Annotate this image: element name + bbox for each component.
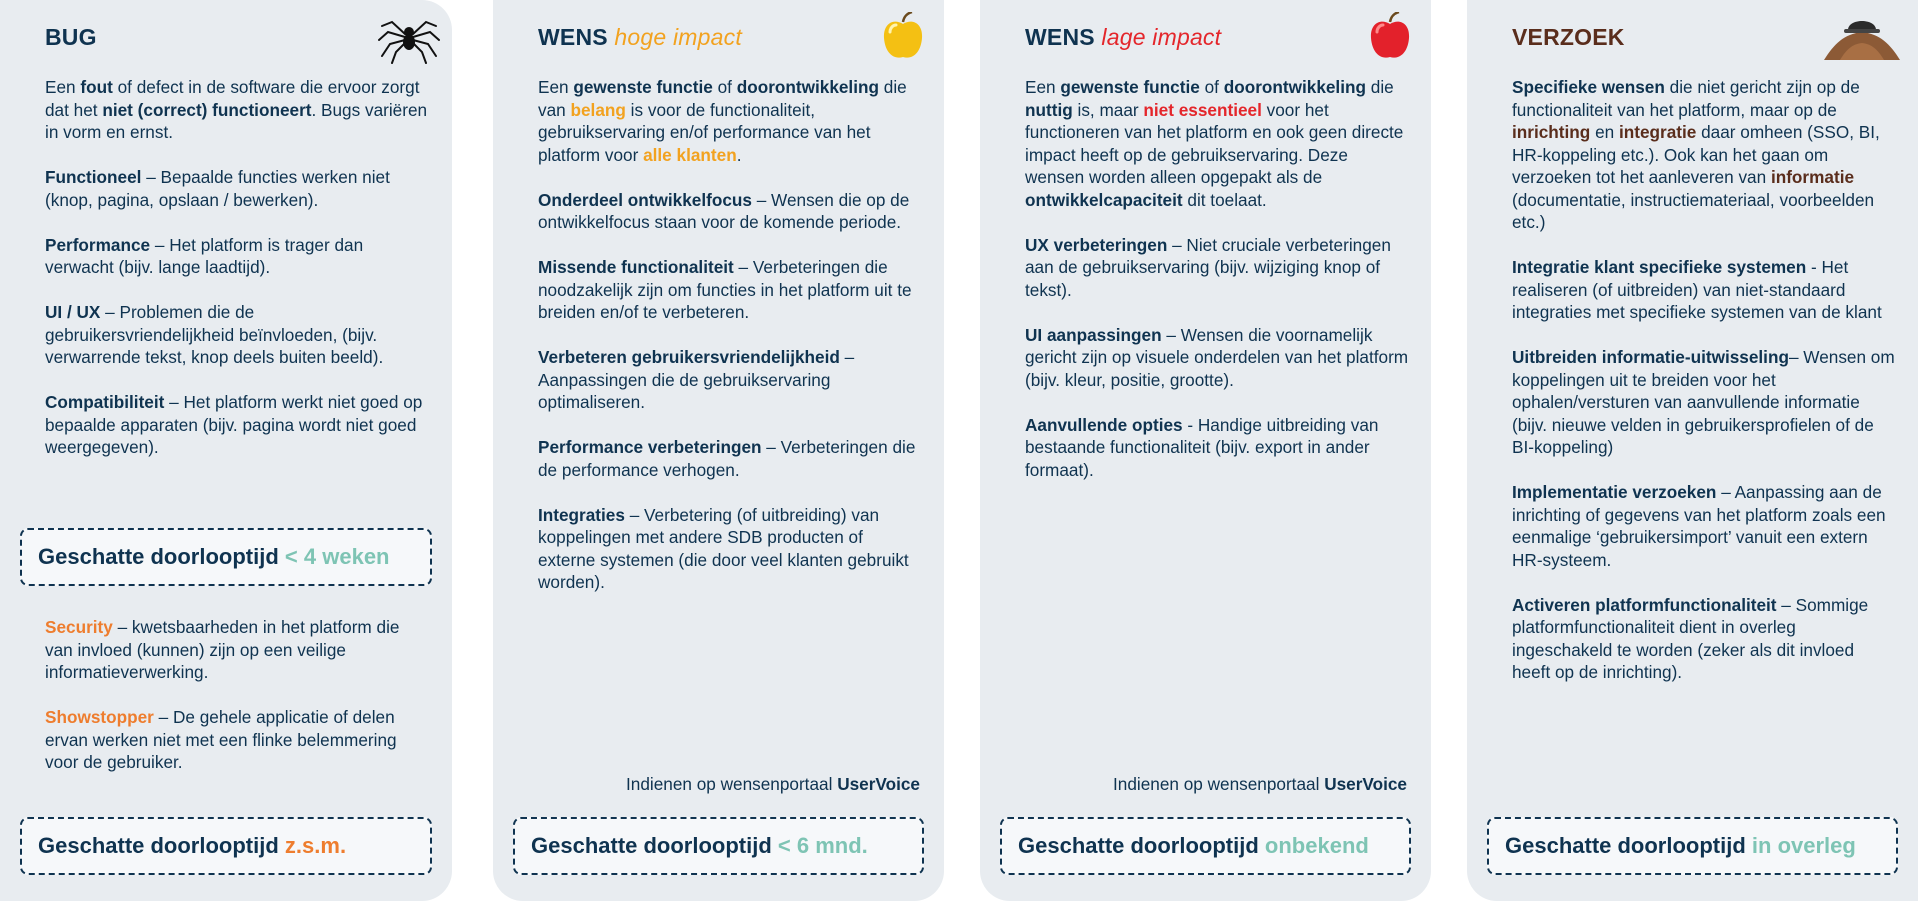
verzoek-item-informatie-uitwisseling: Uitbreiden informatie-uitwisseling– Wensen om koppelingen uit te breiden voor het ophalen/versturen van aanvullende informatie (bijv. nieuwe velden in gebruikersprofielen of de BI-koppeling): [1512, 347, 1895, 457]
bug-item-ui-ux: UI / UX – Problemen die de gebruikersvriendelijkheid beïnvloeden, (bijv. verwarrende tekst, knop deels buiten beeld).: [45, 302, 384, 367]
bug-intro: Een fout of defect in de software die ervoor zorgt dat het niet (correct) functioneert. Bugs variëren in vorm en ernst.: [45, 77, 428, 142]
yellow-apple-icon: [881, 12, 925, 65]
wens-laag-item-aanvullende-opties: Aanvullende opties - Handige uitbreiding van bestaande functionaliteit (bijv. export in ander formaat).: [1025, 414, 1379, 480]
verzoek-intro: Specifieke wensen die niet gericht zijn op de functionaliteit van het platform, maar op de inrichting en integratie daar omheen (SSO, BI, HR-koppeling etc.). Ook kan het gaan om verzoeken tot het aanleveren van informatie (documentatie, instructiemateriaal, voorbeelden etc.): [1512, 77, 1880, 232]
bug-item-functioneel: Functioneel – Bepaalde functies werken niet (knop, pagina, opslaan / bewerken).: [45, 167, 390, 210]
wens-laag-title: WENS lage impact: [1025, 24, 1222, 50]
duration-value: in overleg: [1751, 833, 1856, 858]
duration-label: Geschatte doorlooptijd: [1505, 833, 1746, 858]
wens-laag-body: [1025, 76, 1409, 504]
portal-note: Indienen op wensenportaal UserVoice: [625, 774, 920, 794]
verzoek-duration-box: [1487, 817, 1898, 875]
bug-item-compatibiliteit: Compatibiliteit – Het platform werkt niet goed op bepaalde apparaten (bijv. pagina wordt niet goed weergegeven).: [45, 392, 423, 457]
uservoice-label: UserVoice: [1324, 774, 1407, 794]
wens-laag-subtitle: lage impact: [1101, 24, 1222, 50]
duration-value: onbekend: [1264, 833, 1369, 858]
verzoek-item-implementatie: Implementatie verzoeken – Aanpassing aan de inrichting of gegevens van het platform zoals een eenmalige ‘gebruikersimport’ vanuit een extern HR-systeem.: [1512, 482, 1886, 570]
duration-label: Geschatte doorlooptijd: [531, 833, 772, 858]
verzoek-card: [1467, 0, 1918, 901]
duration-label: Geschatte doorlooptijd: [38, 544, 279, 569]
bug-card: [0, 0, 452, 901]
wens-hoog-item-missende-functionaliteit: Missende functionaliteit – Verbeteringen die noodzakelijk zijn om functies in het platform uit te breiden en/of te verbeteren.: [538, 257, 912, 322]
bug-body: [45, 76, 430, 481]
verzoek-item-integratie: Integratie klant specifieke systemen - Het realiseren (of uitbreiden) van niet-standaard integraties met specifieke systemen van de klant: [1512, 257, 1882, 322]
bug-item-security: Security – kwetsbaarheden in het platform die van invloed (kunnen) zijn op een veilige informatieverwerking.: [45, 617, 400, 682]
bug-item-showstopper: Showstopper – De gehele applicatie of delen ervan werken niet met een flinke belemmering voor de gebruiker.: [45, 707, 397, 772]
verzoek-item-platformfunctionaliteit: Activeren platformfunctionaliteit – Sommige platformfunctionaliteit dient in overleg ingeschakeld te worden (zeker als dit invloed heeft op de inrichting).: [1512, 594, 1869, 682]
wens-hoog-duration-box: [513, 817, 924, 875]
duration-label: Geschatte doorlooptijd: [38, 833, 279, 858]
duration-value: < 6 mnd.: [777, 833, 868, 858]
portal-note: Indienen op wensenportaal UserVoice: [1112, 774, 1407, 794]
wens-hoge-impact-card: [493, 0, 944, 901]
wens-lage-impact-card: [980, 0, 1431, 901]
wens-hoog-subtitle: hoge impact: [614, 24, 742, 50]
wens-laag-item-ui: UI aanpassingen – Wensen die voornamelijk gericht zijn op visuele onderdelen van het platform (bijv. kleur, positie, grootte).: [1025, 324, 1409, 390]
pile-with-bowl-icon: [1822, 14, 1902, 67]
verzoek-body: [1512, 76, 1896, 706]
wens-hoog-item-gebruikersvriendelijkheid: Verbeteren gebruikersvriendelijkheid – Aanpassingen die de gebruikservaring optimaliseren.: [538, 347, 855, 412]
bug-item-performance: Performance – Het platform is trager dan verwacht (bijv. lange laadtijd).: [45, 234, 364, 277]
duration-value: < 4 weken: [284, 544, 390, 569]
verzoek-title: VERZOEK: [1512, 24, 1625, 50]
red-apple-icon: [1368, 12, 1412, 65]
wens-hoog-intro: Een gewenste functie of doorontwikkeling die van belang is voor de functionaliteit, gebruikservaring en/of performance van het platform voor alle klanten.: [538, 77, 907, 165]
wens-hoog-item-integraties: Integraties – Verbetering (of uitbreiding) van koppelingen met andere SDB producten of externe systemen (die door veel klanten gebruikt worden).: [538, 504, 909, 592]
bug-critical-duration-box: [20, 817, 432, 875]
duration-label: Geschatte doorlooptijd: [1018, 833, 1259, 858]
duration-value: z.s.m.: [284, 833, 347, 858]
wens-laag-item-ux: UX verbeteringen – Niet cruciale verbeteringen aan de gebruikservaring (bijv. wijziging knop of tekst).: [1025, 234, 1391, 300]
wens-hoog-title: WENS hoge impact: [538, 24, 742, 50]
bug-duration-box: [20, 528, 432, 586]
wens-laag-intro: Een gewenste functie of doorontwikkeling die nuttig is, maar niet essentieel voor het functioneren van het platform en ook geen directe impact heeft op de gebruikservaring. Deze wensen worden alleen opgepakt als de ontwikkelcapaciteit dit toelaat.: [1025, 77, 1404, 210]
bug-title-text: BUG: [45, 24, 97, 50]
spider-icon: [378, 10, 440, 69]
bug-critical-body: [45, 616, 430, 796]
wens-laag-duration-box: [1000, 817, 1411, 875]
wens-hoog-item-performance: Performance verbeteringen – Verbeteringen die de performance verhogen.: [538, 437, 916, 480]
bug-title: [45, 24, 97, 51]
uservoice-label: UserVoice: [837, 774, 920, 794]
wens-hoog-item-ontwikkelfocus: Onderdeel ontwikkelfocus – Wensen die op de ontwikkelfocus staan voor de komende periode.: [538, 189, 910, 232]
wens-hoog-body: [538, 76, 922, 616]
